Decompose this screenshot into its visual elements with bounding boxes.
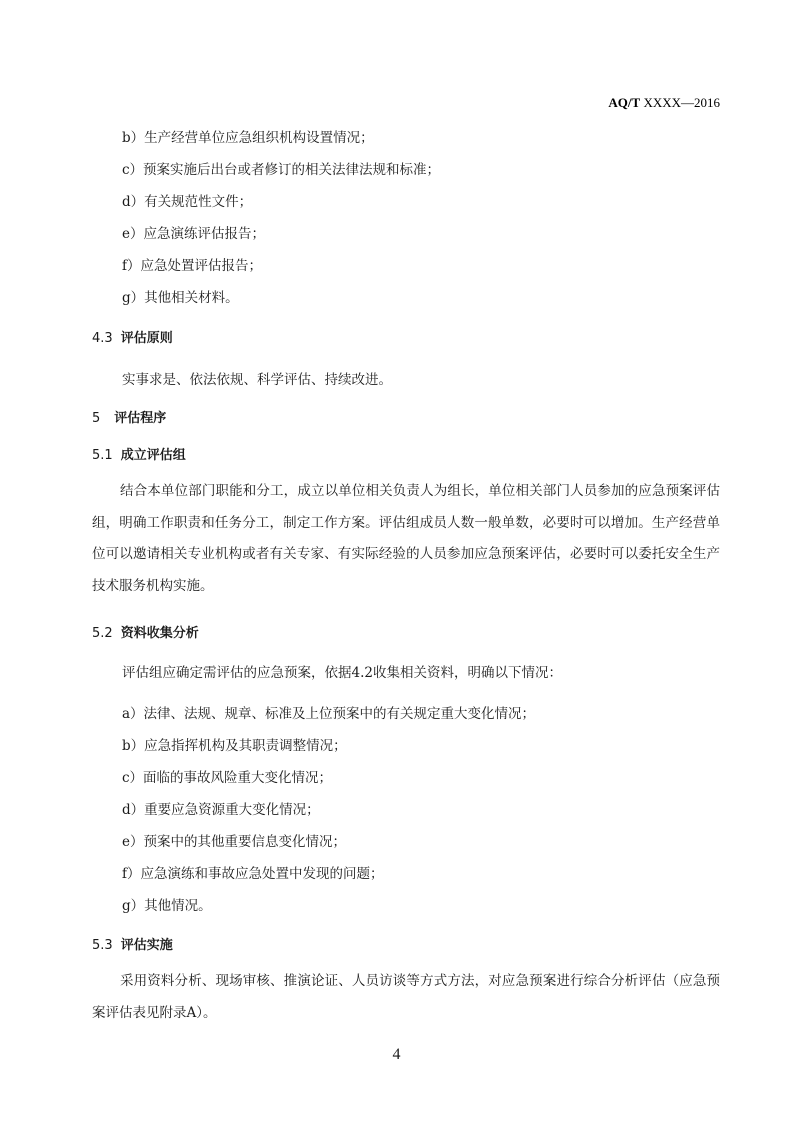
paragraph xyxy=(92,966,720,1029)
section-text: 实事求是、依法依规、科学评估、持续改进。 xyxy=(122,372,392,388)
section-heading-4-3 xyxy=(92,327,173,346)
list-item: g）其他情况。 xyxy=(122,898,212,914)
section-title: 资料收集分析 xyxy=(120,626,199,641)
section-number: 4.3 xyxy=(92,331,113,346)
section-title: 评估实施 xyxy=(120,938,173,953)
document-header xyxy=(608,95,720,111)
section-intro: 评估组应确定需评估的应急预案，依据4.2收集相关资料，明确以下情况： xyxy=(122,665,562,681)
list-item: f）应急处置评估报告； xyxy=(122,258,262,274)
list-item: f）应急演练和事故应急处置中发现的问题； xyxy=(122,866,384,882)
section-heading-5-3 xyxy=(92,934,173,953)
list-item: a）法律、法规、规章、标准及上位预案中的有关规定重大变化情况； xyxy=(122,706,536,722)
list-item: b）应急指挥机构及其职责调整情况； xyxy=(122,738,347,754)
section-number: 5 xyxy=(92,411,101,426)
section-heading-5-2 xyxy=(92,622,199,641)
standard-code: AQ/T xyxy=(608,95,641,110)
page-number: 4 xyxy=(392,1046,401,1063)
section-heading-5-1 xyxy=(92,444,186,463)
paragraph xyxy=(92,476,720,602)
list-item: b）生产经营单位应急组织机构设置情况； xyxy=(122,130,374,146)
list-item: e）应急演练评估报告； xyxy=(122,226,265,242)
list-item: g）其他相关材料。 xyxy=(122,290,239,306)
paragraph-text: 结合本单位部门职能和分工，成立以单位相关负责人为组长，单位相关部门人员参加的应急预案评估组，明确工作职责和任务分工，制定工作方案。评估组成员人数一般单数，必要时可以增加。生产经营单位可以邀请相关专业机构或者有关专家、有实际经验的人员参加应急预案评估，必要时可以委托安全生产技术服务机构实施。 xyxy=(92,483,720,594)
list-item: c）面临的事故风险重大变化情况； xyxy=(122,770,333,786)
section-title: 评估程序 xyxy=(114,411,167,426)
section-title: 成立评估组 xyxy=(120,448,186,463)
section-title: 评估原则 xyxy=(120,331,173,346)
list-item: d）重要应急资源重大变化情况； xyxy=(122,802,320,818)
standard-number: XXXX—2016 xyxy=(643,95,720,110)
list-item: c）预案实施后出台或者修订的相关法律法规和标准； xyxy=(122,162,441,178)
list-item: d）有关规范性文件； xyxy=(122,194,253,210)
paragraph-text: 采用资料分析、现场审核、推演论证、人员访谈等方式方法，对应急预案进行综合分析评估（应急预案评估表见附录A）。 xyxy=(92,973,720,1021)
list-item: e）预案中的其他重要信息变化情况； xyxy=(122,834,346,850)
section-number: 5.2 xyxy=(92,626,113,641)
section-number: 5.3 xyxy=(92,938,113,953)
section-heading-5 xyxy=(92,407,166,426)
section-number: 5.1 xyxy=(92,448,113,463)
